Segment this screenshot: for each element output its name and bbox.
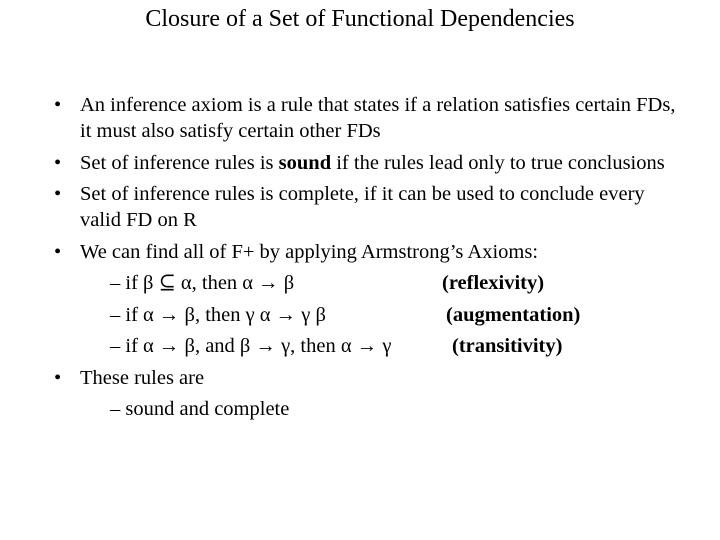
rule-augmentation [0, 302, 720, 328]
bullet-text: An inference axiom is a rule that states if a relation satisfies certain FDs, it must also satisfy certain other FDs [80, 94, 676, 142]
rule-reflexivity [0, 270, 720, 296]
bullet-list [0, 92, 720, 428]
bullet-text-bold: sound [278, 151, 332, 174]
bullet-dot: • [54, 94, 62, 116]
slide-title: Closure of a Set of Functional Dependencies [145, 6, 575, 32]
sub-sound-complete [0, 396, 720, 422]
bullet-text: These rules are [80, 366, 205, 389]
rule-text: – if β ⊆ α, then α → β [110, 272, 295, 294]
bullet-text: We can find all of F+ by applying Armstrong’s Axioms: [80, 240, 539, 263]
bullet-dot: • [54, 366, 62, 389]
bullet-text-pre: Set of inference rules is [80, 151, 279, 174]
bullet-text: Set of inference rules is complete, if it can be used to conclude every valid FD on R [80, 183, 645, 231]
bullet-armstrong [0, 239, 680, 265]
bullet-dot: • [54, 151, 62, 174]
bullet-dot: • [54, 183, 62, 205]
rule-transitivity [0, 333, 720, 359]
rule-label: (transitivity) [452, 335, 563, 357]
bullet-inference-axiom [0, 92, 680, 144]
rule-text: – if α → β, then γ α → γ β [110, 303, 326, 326]
sub-text: – sound and complete [110, 398, 290, 420]
bullet-complete [0, 181, 680, 233]
rule-label: (reflexivity) [442, 272, 545, 294]
bullet-text-post: if the rules lead only to true conclusions [331, 151, 665, 174]
bullet-dot: • [54, 240, 62, 263]
rule-text: – if α → β, and β → γ, then α → γ [110, 335, 392, 357]
bullet-sound [0, 150, 680, 176]
rule-label: (augmentation) [446, 303, 581, 326]
bullet-rules-are [0, 365, 680, 391]
